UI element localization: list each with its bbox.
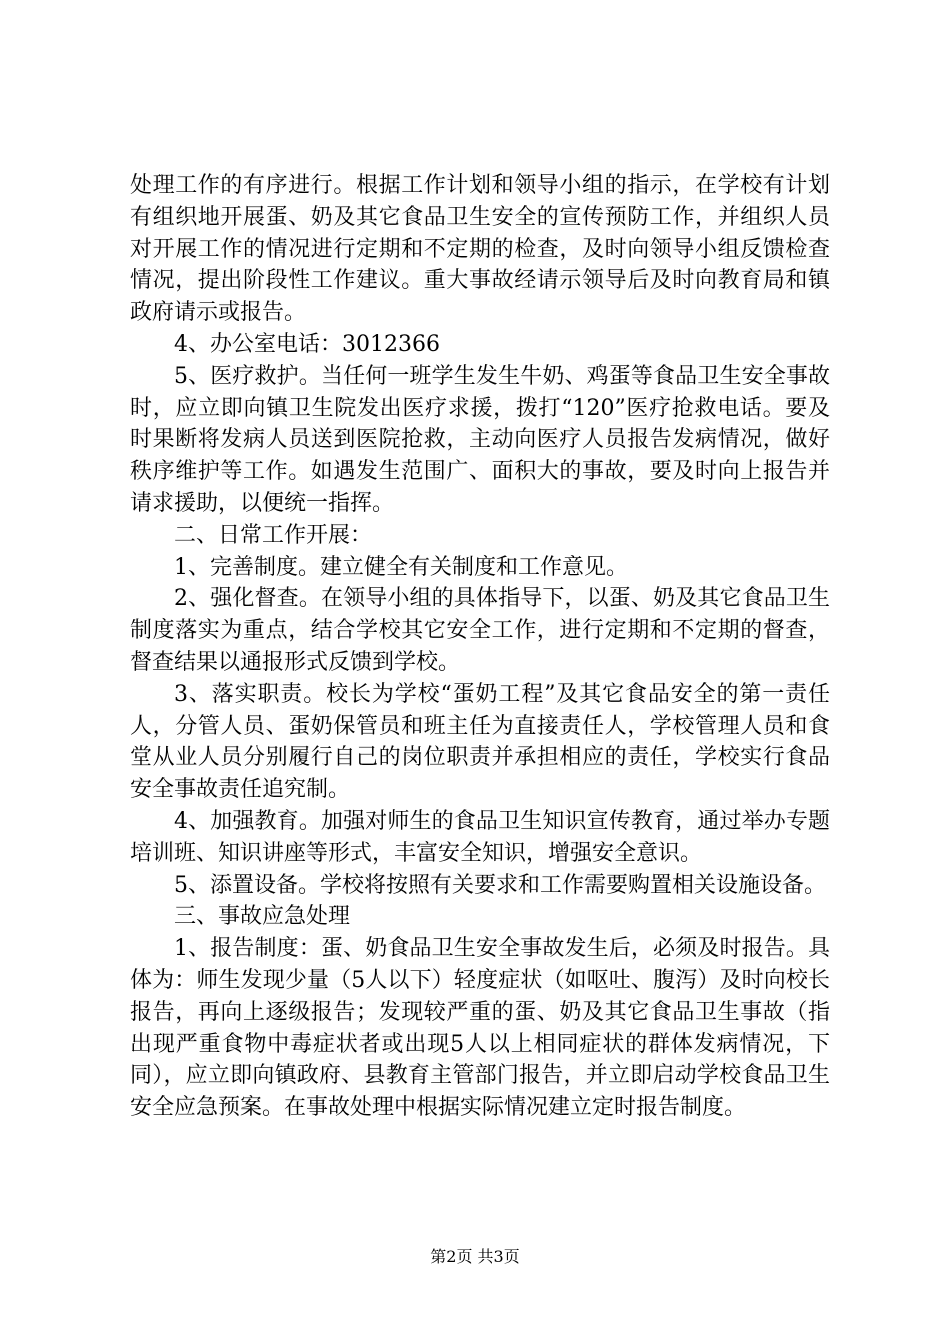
- page-number-footer: 第2页 共3页: [430, 1247, 520, 1266]
- paragraph-continuation: 处理工作的有序进行。根据工作计划和领导小组的指示，在学校有计划有组织地开展蛋、奶及其它食品卫生安全的宣传预防工作，并组织人员对开展工作的情况进行定期和不定期的检查，及时向领导小组反馈检查情况，提出阶段性工作建议。重大事故经请示领导后及时向教育局和镇政府请示或报告。: [130, 173, 830, 326]
- paragraph-reporting-system: 1、报告制度：蛋、奶食品卫生安全事故发生后，必须及时报告。具体为：师生发现少量（5人以下）轻度症状（如呕吐、腹泻）及时向校长报告，再向上逐级报告；发现较严重的蛋、奶及其它食品卫生事故（指出现严重食物中毒症状者或出现5人以上相同症状的群体发病情况，下同），应立即向镇政府、县教育主管部门报告，并立即启动学校食品卫生安全应急预案。在事故处理中根据实际情况建立定时报告制度。: [130, 936, 830, 1121]
- paragraph-education: 4、加强教育。加强对师生的食品卫生知识宣传教育，通过举办专题培训班、知识讲座等形式，丰富安全知识，增强安全意识。: [130, 808, 830, 866]
- heading-daily-work: 二、日常工作开展：: [174, 522, 373, 548]
- paragraph-supervision: 2、强化督查。在领导小组的具体指导下，以蛋、奶及其它食品卫生制度落实为重点，结合学校其它安全工作，进行定期和不定期的督查，督查结果以通报形式反馈到学校。: [130, 586, 830, 675]
- document-body: [130, 170, 830, 1124]
- paragraph-equipment: 5、添置设备。学校将按照有关要求和工作需要购置相关设施设备。: [174, 872, 826, 898]
- paragraph-responsibility: 3、落实职责。校长为学校“蛋奶工程”及其它食品安全的第一责任人，分管人员、蛋奶保管员和班主任为直接责任人，学校管理人员和食堂从业人员分别履行自己的岗位职责并承担相应的责任，学校实行食品安全事故责任追究制。: [130, 681, 830, 803]
- heading-emergency-handling: 三、事故应急处理: [174, 904, 351, 930]
- paragraph-office-phone: 4、办公室电话：3012366: [174, 331, 440, 357]
- paragraph-medical-rescue: 5、医疗救护。当任何一班学生发生牛奶、鸡蛋等食品卫生安全事故时，应立即向镇卫生院发出医疗求援，拨打“120”医疗抢救电话。要及时果断将发病人员送到医院抢救，主动向医疗人员报告发病情况，做好秩序维护等工作。如遇发生范围广、面积大的事故，要及时向上报告并请求援助，以便统一指挥。: [130, 363, 830, 516]
- paragraph-improve-system: 1、完善制度。建立健全有关制度和工作意见。: [174, 554, 628, 580]
